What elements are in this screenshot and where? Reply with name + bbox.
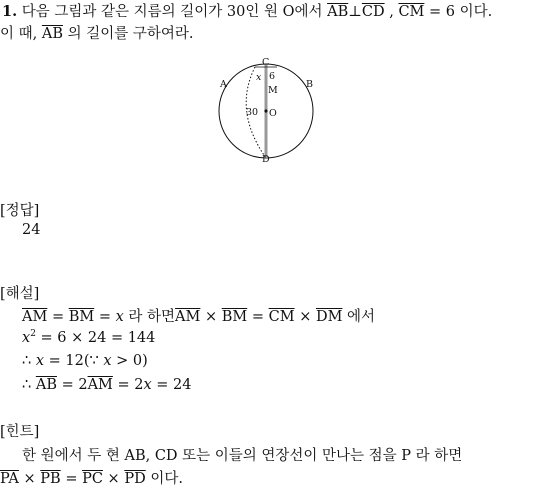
- equation: > 0): [116, 353, 148, 369]
- solution-line-4: [22, 377, 192, 393]
- solution-text: 에서: [347, 309, 376, 325]
- equals: =: [98, 309, 111, 325]
- times: ×: [107, 471, 120, 487]
- segment-ab: $\overline{AB}$: [327, 4, 349, 20]
- hint-heading: [힌트]: [0, 424, 40, 440]
- therefore-symbol: ∴: [22, 377, 32, 393]
- equals: =: [251, 309, 265, 325]
- answer-heading: [정답]: [0, 203, 40, 219]
- segment-cm: $\overline{CM}$: [398, 4, 425, 20]
- equation: = 6 × 24 = 144: [40, 330, 156, 346]
- label-m: M: [268, 85, 278, 96]
- label-a: A: [220, 79, 227, 90]
- therefore-symbol: ∴: [22, 353, 32, 369]
- equation: = 2: [61, 377, 88, 393]
- equals-6: = 6: [429, 4, 455, 20]
- equation: = 12(∵: [48, 353, 99, 369]
- solution-line-3: [22, 353, 148, 369]
- solution-line-2: [22, 329, 155, 346]
- seg-bm: $\overline{BM}$: [68, 309, 95, 325]
- perp-symbol: ⊥: [348, 4, 362, 20]
- seg-pd: $\overline{PD}$: [124, 471, 146, 487]
- seg-bm: $\overline{BM}$: [221, 309, 248, 325]
- var-x: x: [22, 330, 31, 346]
- var-x: x: [115, 309, 124, 325]
- segment-cd: $\overline{CD}$: [361, 4, 385, 20]
- equation: = 2: [117, 377, 144, 393]
- times: ×: [299, 309, 312, 325]
- var-x: x: [103, 353, 112, 369]
- problem-number: 1.: [2, 3, 18, 20]
- problem-line-1: [2, 0, 492, 21]
- label-x: x: [256, 72, 262, 83]
- seg-ab: $\overline{AB}$: [35, 377, 57, 393]
- solution-heading: [해설]: [0, 286, 40, 302]
- circle-figure: [215, 56, 320, 166]
- seg-am: $\overline{AM}$: [22, 309, 48, 325]
- equation: = 24: [156, 377, 192, 393]
- times: ×: [23, 471, 36, 487]
- var-x: x: [35, 353, 45, 369]
- label-30: 30: [246, 107, 259, 118]
- label-o: O: [269, 108, 277, 119]
- hint-line-1: 한 원에서 두 현 AB, CD 또는 이들의 연장선이 만나는 점을 P 라 하면: [22, 448, 463, 464]
- seg-cm: $\overline{CM}$: [268, 309, 295, 325]
- seg-pa: $\overline{PA}$: [0, 471, 19, 487]
- problem-line2-end: 의 길이를 구하여라.: [67, 26, 194, 42]
- problem-line2-start: 이 때,: [0, 26, 38, 42]
- label-c: C: [262, 57, 270, 68]
- equals: =: [65, 471, 78, 487]
- label-d: D: [262, 154, 270, 165]
- segment-ab-2: $\overline{AB}$: [41, 26, 63, 42]
- exponent: 2: [30, 329, 36, 339]
- problem-line-2: [0, 22, 193, 43]
- problem-text: 다음 그림과 같은 지름의 길이가 30인 원 O에서: [21, 4, 323, 20]
- times: ×: [204, 309, 218, 325]
- label-6: 6: [269, 71, 276, 82]
- seg-am: $\overline{AM}$: [175, 309, 201, 325]
- solution-line-1: [22, 305, 375, 326]
- seg-dm: $\overline{DM}$: [315, 309, 343, 325]
- answer-value: 24: [22, 222, 41, 238]
- seg-pc: $\overline{PC}$: [82, 471, 103, 487]
- seg-am: $\overline{AM}$: [87, 377, 113, 393]
- center-point: [264, 109, 267, 112]
- equals: =: [51, 309, 65, 325]
- solution-text: 라 하면: [128, 309, 176, 325]
- seg-pb: $\overline{PB}$: [40, 471, 61, 487]
- label-b: B: [306, 79, 313, 90]
- problem-line1-end: 이다.: [459, 4, 493, 20]
- hint-text: 이다.: [150, 471, 183, 487]
- comma: ,: [389, 4, 394, 20]
- var-x: x: [143, 377, 152, 393]
